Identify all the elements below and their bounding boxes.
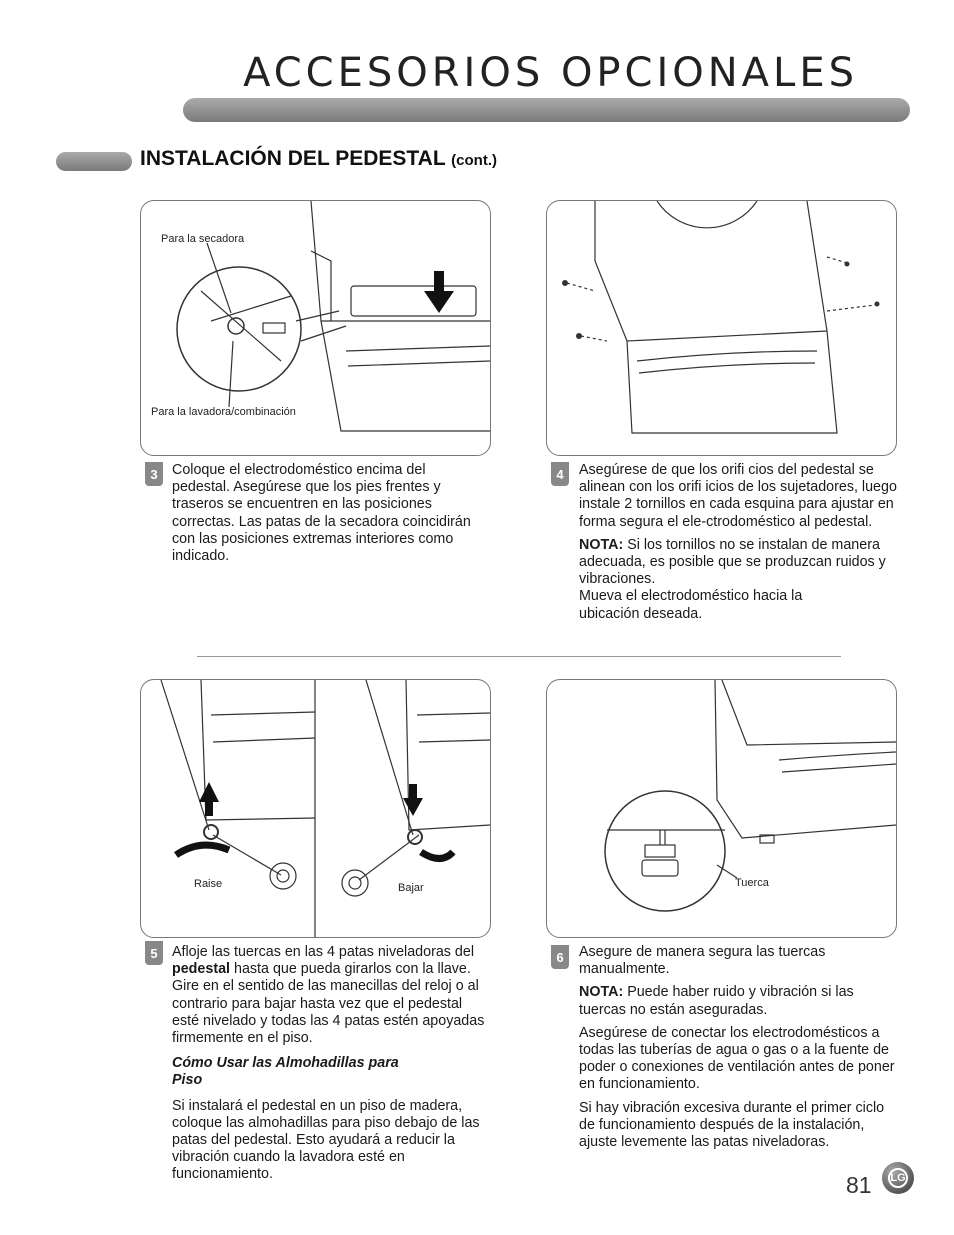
step-6-paragraph-2: Asegúrese de conectar los electrodomésticos a todas las tuberías de agua o gas o a la fuente de poder o conexiones de ventilación antes de poner en funcionamiento. bbox=[579, 1024, 895, 1093]
step-3-text bbox=[172, 462, 482, 571]
step-number-3: 3 bbox=[145, 462, 163, 486]
page-title: ACCESORIOS OPCIONALES bbox=[243, 50, 858, 96]
step-5-text bbox=[172, 944, 490, 1190]
step-5-subheading: Cómo Usar las Almohadillas para Piso bbox=[172, 1055, 399, 1089]
page-number: 81 bbox=[846, 1172, 872, 1198]
step-5-paragraph-2: Si instalará el pedestal en un piso de madera, coloque las almohadillas para piso debajo de las patas del pedestal. Esto ayudará a reducir la vibración cuando la lavadora esté en funcionamiento. bbox=[172, 1097, 480, 1183]
step-5-paragraph: Afloje las tuercas en las 4 patas niveladoras del pedestal hasta que pueda girarlos con la llave. Gire en el sentido de las manecillas del reloj o al contrario para bajar hasta vez que el pedestal esté nivelado y todas las 4 patas estén apoyadas firmemente en el piso. bbox=[172, 944, 485, 1047]
illustration-step-5 bbox=[140, 679, 491, 938]
section-title: INSTALACIÓN DEL PEDESTAL (cont.) bbox=[140, 147, 497, 170]
section-pill bbox=[56, 152, 132, 171]
step-number-4: 4 bbox=[551, 462, 569, 486]
illustration-step-6 bbox=[546, 679, 897, 938]
screw-installation-drawing bbox=[547, 201, 896, 455]
illustration-step-4 bbox=[546, 200, 897, 456]
callout-para-la-secadora: Para la secadora bbox=[161, 233, 245, 245]
callout-para-la-lavadora: Para la lavadora/combinación bbox=[151, 406, 296, 418]
callout-tuerca: Tuerca bbox=[735, 877, 769, 889]
step-4-text bbox=[579, 462, 897, 629]
callout-raise: Raise bbox=[194, 878, 223, 890]
step-6-paragraph-3: Si hay vibración excesiva durante el primer ciclo de funcionamiento después de la instalación, ajuste levemente las patas niveladoras. bbox=[579, 1099, 885, 1151]
leveling-leg-drawing bbox=[141, 680, 490, 937]
illustration-step-3 bbox=[140, 200, 491, 456]
step-6-note: NOTA: Puede haber ruido y vibración si las tuercas no están aseguradas. bbox=[579, 984, 854, 1018]
section-divider bbox=[197, 656, 841, 657]
step-3-paragraph: Coloque el electrodoméstico encima del pedestal. Asegúrese que los pies frentes y traseros se encuentren en las posiciones correctas. Las patas de la secadora coincidirán con las posiciones extremas interiores como indicado. bbox=[172, 462, 471, 565]
step-4-note-extra: Mueva el electrodoméstico hacia la ubicación deseada. bbox=[579, 588, 803, 622]
nut-tightening-drawing bbox=[547, 680, 896, 937]
step-6-paragraph: Asegure de manera segura las tuercas manualmente. bbox=[579, 944, 826, 978]
lg-logo-icon: LG bbox=[882, 1162, 914, 1194]
step-4-paragraph: Asegúrese de que los orifi cios del pedestal se alinean con los orifi icios de los sujetadores, luego instale 2 tornillos en cada esquina para ajustar en forma segura el ele-ctrodoméstico al pedestal. bbox=[579, 462, 897, 530]
step-number-6: 6 bbox=[551, 945, 569, 969]
callout-bajar: Bajar bbox=[398, 882, 424, 894]
step-6-text bbox=[579, 944, 897, 1157]
step-4-note: NOTA: Si los tornillos no se instalan de manera adecuada, es posible que se produzcan ruidos y vibraciones. bbox=[579, 536, 886, 588]
step-number-5: 5 bbox=[145, 941, 163, 965]
title-bar bbox=[183, 98, 910, 122]
